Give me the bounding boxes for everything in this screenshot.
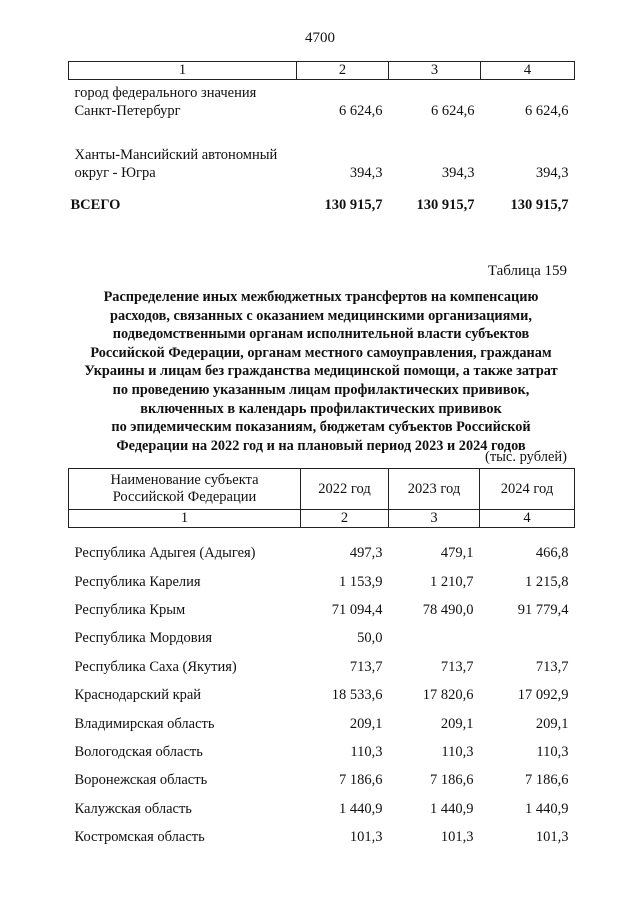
- table-row: [69, 795, 575, 823]
- column-number: 4: [481, 62, 575, 80]
- header-region: [69, 469, 301, 510]
- region-name: Республика Крым: [74, 602, 186, 619]
- table-row: [69, 528, 575, 569]
- value-2023: 394,3: [441, 165, 475, 181]
- value-2024: 17 092,9: [517, 687, 569, 704]
- value-2024: 6 624,6: [525, 103, 569, 119]
- value-2022: 713,7: [349, 658, 383, 675]
- total-2023: 130 915,7: [416, 197, 475, 213]
- value-2022: 497,3: [349, 545, 383, 561]
- table-row: [69, 596, 575, 624]
- title-line: Российской Федерации, органам местного самоуправления, гражданам: [90, 344, 552, 361]
- table-row: [69, 824, 575, 852]
- region-name-line: город федерального значения: [74, 85, 257, 101]
- value-2023: 101,3: [440, 829, 474, 846]
- header-2022: 2022 год: [301, 469, 389, 510]
- value-2022: 101,3: [349, 829, 383, 846]
- header-row: [69, 469, 575, 510]
- table-row: [69, 653, 575, 681]
- region-name-line: округ - Югра: [74, 165, 156, 181]
- title-line: Федерации на 2022 год и на плановый период 2023 и 2024 годов: [116, 437, 526, 454]
- region-name-line: Санкт-Петербург: [74, 103, 181, 119]
- value-2024: 713,7: [535, 658, 569, 675]
- total-label: ВСЕГО: [70, 197, 121, 213]
- region-name: Республика Саха (Якутия): [74, 658, 237, 675]
- units-label: (тыс. рублей): [485, 449, 567, 465]
- total-2022: 130 915,7: [324, 197, 383, 213]
- value-2022: 71 094,4: [331, 602, 383, 619]
- title-line: Распределение иных межбюджетных трансфертов на компенсацию: [103, 289, 539, 305]
- title-line: подведомственными органам исполнительной власти субъектов: [112, 326, 530, 343]
- value-2022: 50,0: [357, 630, 383, 647]
- page-number: 4700: [305, 30, 335, 46]
- table-row: [69, 625, 575, 653]
- region-name: Костромская область: [74, 829, 205, 846]
- region-name: [69, 120, 297, 182]
- value-2024: 394,3: [535, 165, 569, 181]
- column-number: 4: [480, 510, 575, 528]
- value-2024: 1 215,8: [525, 573, 569, 590]
- value-2024: 110,3: [536, 744, 569, 761]
- value-2024: 1 440,9: [525, 800, 569, 817]
- total-2024: 130 915,7: [510, 197, 569, 213]
- value-2024: 466,8: [535, 545, 569, 561]
- value-2024: 101,3: [535, 829, 569, 846]
- column-number: 1: [69, 510, 301, 528]
- table-row: [69, 738, 575, 766]
- continued-table: [68, 61, 575, 214]
- table-row: [69, 767, 575, 795]
- region-name: [69, 80, 297, 121]
- column-number: 1: [69, 62, 297, 80]
- region-name: Калужская область: [74, 800, 192, 817]
- value-2022: 1 440,9: [339, 800, 383, 817]
- table-row: [69, 710, 575, 738]
- value-2023: 110,3: [441, 744, 474, 761]
- value-2024: 209,1: [535, 715, 569, 732]
- value-2023: 479,1: [440, 545, 474, 561]
- value-2023: 17 820,6: [422, 687, 474, 704]
- column-number-row: [69, 62, 575, 80]
- value-2022: 18 533,6: [331, 687, 383, 704]
- region-name-line: Ханты-Мансийский автономный: [74, 147, 278, 163]
- region-name: Республика Карелия: [74, 573, 201, 590]
- header-2024: 2024 год: [480, 469, 575, 510]
- title-line: Украины и лицам без гражданства медицинской помощи, а также затрат: [84, 363, 558, 380]
- table-label: Таблица 159: [487, 263, 567, 279]
- total-row: [69, 182, 575, 214]
- region-name: Краснодарский край: [74, 687, 202, 704]
- region-name: Воронежская область: [74, 772, 208, 789]
- distribution-table: [68, 468, 575, 852]
- value-2024: [480, 625, 575, 653]
- title-line: по проведению указанным лицам профилактических прививок,: [112, 381, 530, 398]
- value-2023: [389, 625, 480, 653]
- value-2022: 209,1: [349, 715, 383, 732]
- region-name: Республика Мордовия: [74, 630, 213, 647]
- title-line: включенных в календарь профилактических прививок: [140, 400, 502, 417]
- value-2024: 7 186,6: [525, 772, 569, 789]
- value-2023: 6 624,6: [431, 103, 475, 119]
- value-2022: 1 153,9: [339, 573, 383, 590]
- column-number: 3: [389, 62, 481, 80]
- value-2023: 713,7: [440, 658, 474, 675]
- header-2023: 2023 год: [389, 469, 480, 510]
- value-2022: 7 186,6: [339, 772, 383, 789]
- table-body: [69, 528, 575, 852]
- value-2022: 6 624,6: [339, 103, 383, 119]
- column-number: 3: [389, 510, 480, 528]
- header-region-line: Наименование субъекта: [110, 472, 259, 488]
- value-2023: 78 490,0: [422, 602, 474, 619]
- header-region-line: Российской Федерации: [112, 489, 257, 505]
- table-row: [69, 682, 575, 710]
- value-2023: 209,1: [440, 715, 474, 732]
- title-line: по эпидемическим показаниям, бюджетам субъектов Российской: [111, 419, 531, 436]
- value-2023: 1 440,9: [430, 800, 474, 817]
- column-number: 2: [301, 510, 389, 528]
- value-2022: 394,3: [349, 165, 383, 181]
- table-title: [68, 288, 574, 455]
- region-name: Вологодская область: [74, 744, 203, 761]
- column-number-row: [69, 510, 575, 528]
- title-line: расходов, связанных с оказанием медицинскими организациями,: [110, 307, 532, 324]
- column-number: 2: [297, 62, 389, 80]
- value-2023: 7 186,6: [430, 772, 474, 789]
- region-name: Республика Адыгея (Адыгея): [74, 545, 256, 561]
- table-row: [69, 80, 575, 121]
- region-name: Владимирская область: [74, 715, 215, 732]
- table-row: [69, 568, 575, 596]
- value-2022: 110,3: [350, 744, 383, 761]
- table-row: [69, 120, 575, 182]
- value-2024: 91 779,4: [517, 602, 569, 619]
- value-2023: 1 210,7: [430, 573, 474, 590]
